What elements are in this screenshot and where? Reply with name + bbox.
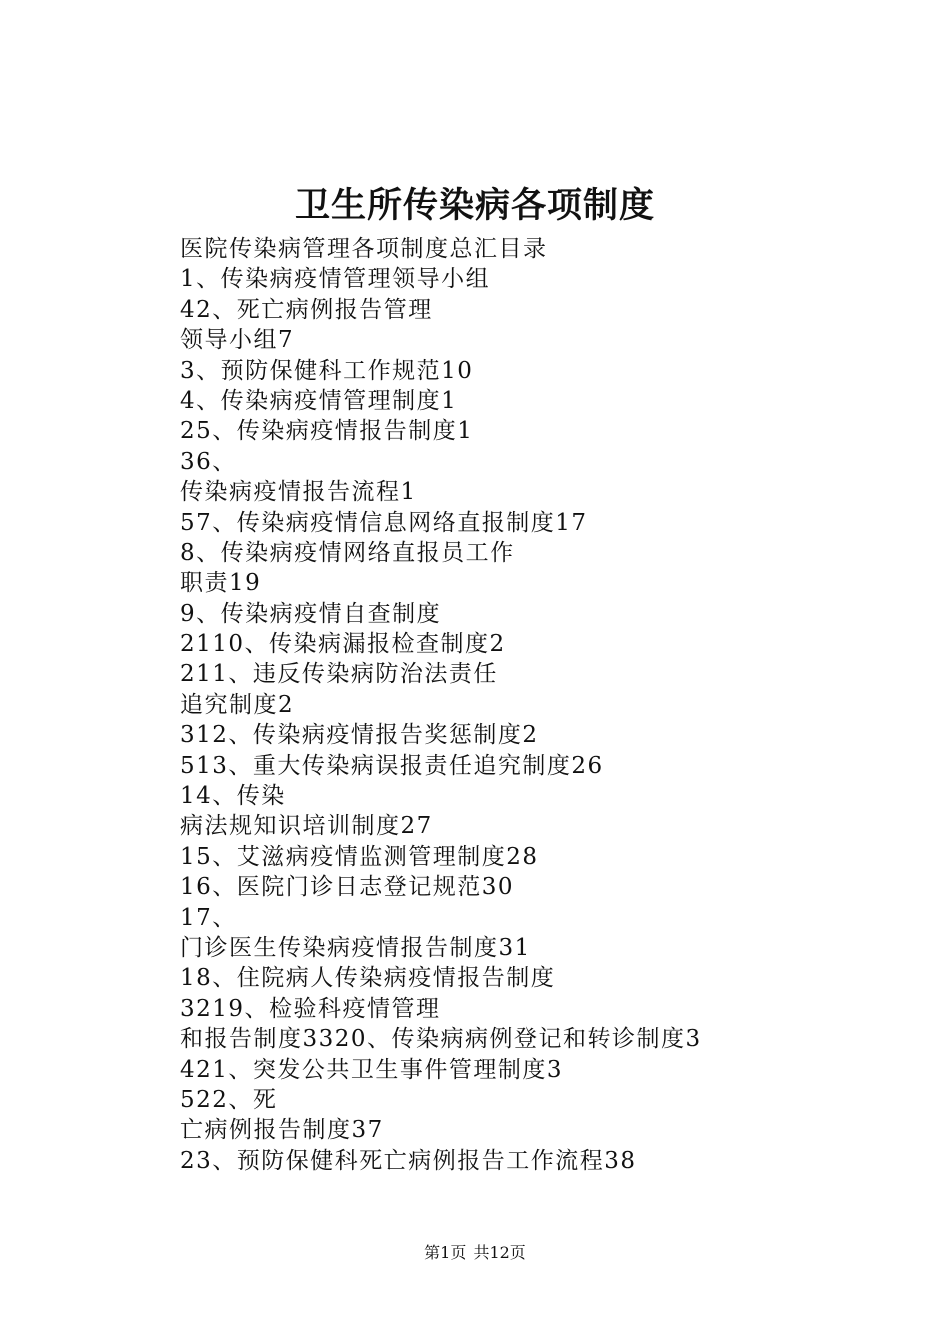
toc-line: 421、突发公共卫生事件管理制度3	[180, 1056, 564, 1083]
page-number-footer: 第1页 共12页	[424, 1243, 526, 1262]
toc-line: 18、住院病人传染病疫情报告制度	[180, 965, 556, 992]
toc-line: 25、传染病疫情报告制度1	[180, 418, 474, 445]
toc-line: 3219、检验科疫情管理	[180, 995, 441, 1022]
toc-line: 职责19	[180, 570, 262, 597]
toc-line: 4、传染病疫情管理制度1	[180, 387, 458, 414]
toc-line: 211、违反传染病防治法责任	[180, 661, 498, 688]
toc-line: 522、死	[180, 1086, 278, 1113]
toc-line: 8、传染病疫情网络直报员工作	[180, 539, 515, 566]
toc-line: 门诊医生传染病疫情报告制度31	[180, 934, 531, 961]
toc-line: 3、预防保健科工作规范10	[180, 357, 474, 384]
toc-line: 15、艾滋病疫情监测管理制度28	[180, 843, 539, 870]
toc-line: 和报告制度3320、传染病病例登记和转诊制度3	[180, 1026, 702, 1053]
toc-line: 36、	[180, 448, 237, 475]
toc-line: 23、预防保健科死亡病例报告工作流程38	[180, 1147, 637, 1174]
toc-line: 17、	[180, 904, 237, 931]
document-title: 卫生所传染病各项制度	[294, 185, 655, 226]
toc-line: 亡病例报告制度37	[180, 1117, 384, 1144]
toc-line: 2110、传染病漏报检查制度2	[180, 631, 506, 658]
toc-line: 领导小组7	[180, 327, 295, 354]
toc-line: 42、死亡病例报告管理	[180, 296, 433, 323]
toc-line: 医院传染病管理各项制度总汇目录	[180, 236, 548, 262]
toc-line: 16、医院门诊日志登记规范30	[180, 874, 515, 901]
toc-line: 传染病疫情报告流程1	[180, 479, 417, 506]
toc-line: 病法规知识培训制度27	[180, 813, 433, 840]
toc-line: 57、传染病疫情信息网络直报制度17	[180, 509, 588, 536]
toc-line: 513、重大传染病误报责任追究制度26	[180, 752, 604, 779]
toc-line: 312、传染病疫情报告奖惩制度2	[180, 722, 539, 749]
table-of-contents	[180, 234, 800, 1176]
toc-line: 1、传染病疫情管理领导小组	[180, 266, 491, 293]
toc-line: 9、传染病疫情自查制度	[180, 600, 442, 627]
toc-line: 14、传染	[180, 783, 286, 810]
toc-line: 追究制度2	[180, 691, 295, 718]
